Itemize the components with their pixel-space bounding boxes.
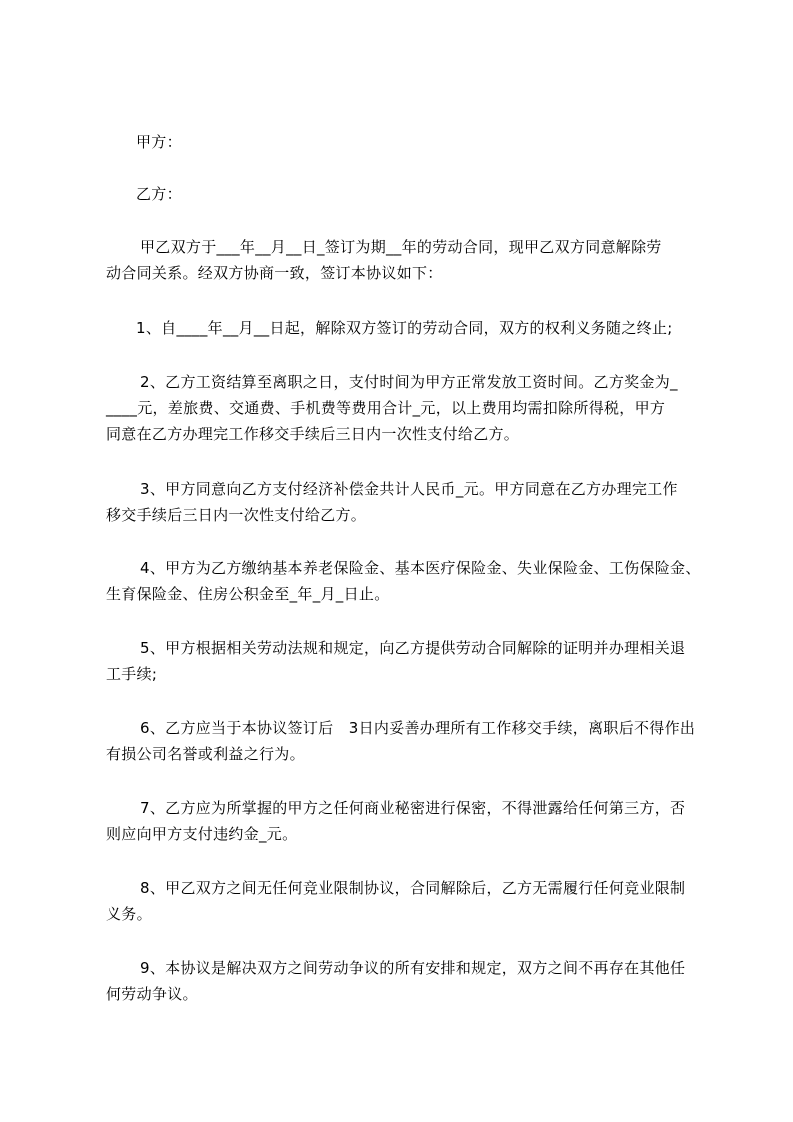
clause-line: 2、乙方工资结算至离职之日，支付时间为甲方正常发放工资时间。乙方奖金为_ [140,373,678,391]
preamble-line: 甲乙双方于___年__月__日_签订为期__年的劳动合同，现甲乙双方同意解除劳 [140,238,662,256]
clause-line: 则应向甲方支付违约金_元。 [106,825,298,843]
clause-line: 3、甲方同意向乙方支付经济补偿金共计人民币_元。甲方同意在乙方办理完工作 [140,480,678,498]
party-a-label: 甲方： [136,133,182,151]
party-b-label: 乙方： [136,185,182,203]
clause-line: 生育保险金、住房公积金至_年_月_日止。 [106,585,390,603]
clause-line: 同意在乙方办理完工作移交手续后三日内一次性支付给乙方。 [106,425,520,443]
clause-line: 5、甲方根据相关劳动法规和规定，向乙方提供劳动合同解除的证明并办理相关退 [140,639,686,657]
clause-line: 1、自____年__月__日起，解除双方签订的劳动合同，双方的权利义务随之终止; [136,319,673,337]
preamble-line: 动合同关系。经双方协商一致，签订本协议如下： [106,264,443,282]
clause-line: 9、本协议是解决双方之间劳动争议的所有安排和规定，双方之间不再存在其他任 [140,959,686,977]
clause-line: ____元，差旅费、交通费、手机费等费用合计_元，以上费用均需扣除所得税，甲方 [106,399,666,417]
clause-line: 移交手续后三日内一次性支付给乙方。 [106,506,367,524]
clause-line: 4、甲方为乙方缴纳基本养老保险金、基本医疗保险金、失业保险金、工伤保险金、 [140,559,701,577]
clause-line: 义务。 [106,905,152,923]
clause-line: 何劳动争议。 [106,985,198,1003]
clause-line: 7、乙方应为所掌握的甲方之任何商业秘密进行保密，不得泄露给任何第三方，否 [140,799,686,817]
clause-line: 6、乙方应当于本协议签订后 3日内妥善办理所有工作移交手续，离职后不得作出 [140,719,696,737]
clause-line: 8、甲乙双方之间无任何竞业限制协议，合同解除后，乙方无需履行任何竞业限制 [140,879,686,897]
clause-line: 工手续; [106,665,158,683]
clause-line: 有损公司名誉或利益之行为。 [106,745,305,763]
